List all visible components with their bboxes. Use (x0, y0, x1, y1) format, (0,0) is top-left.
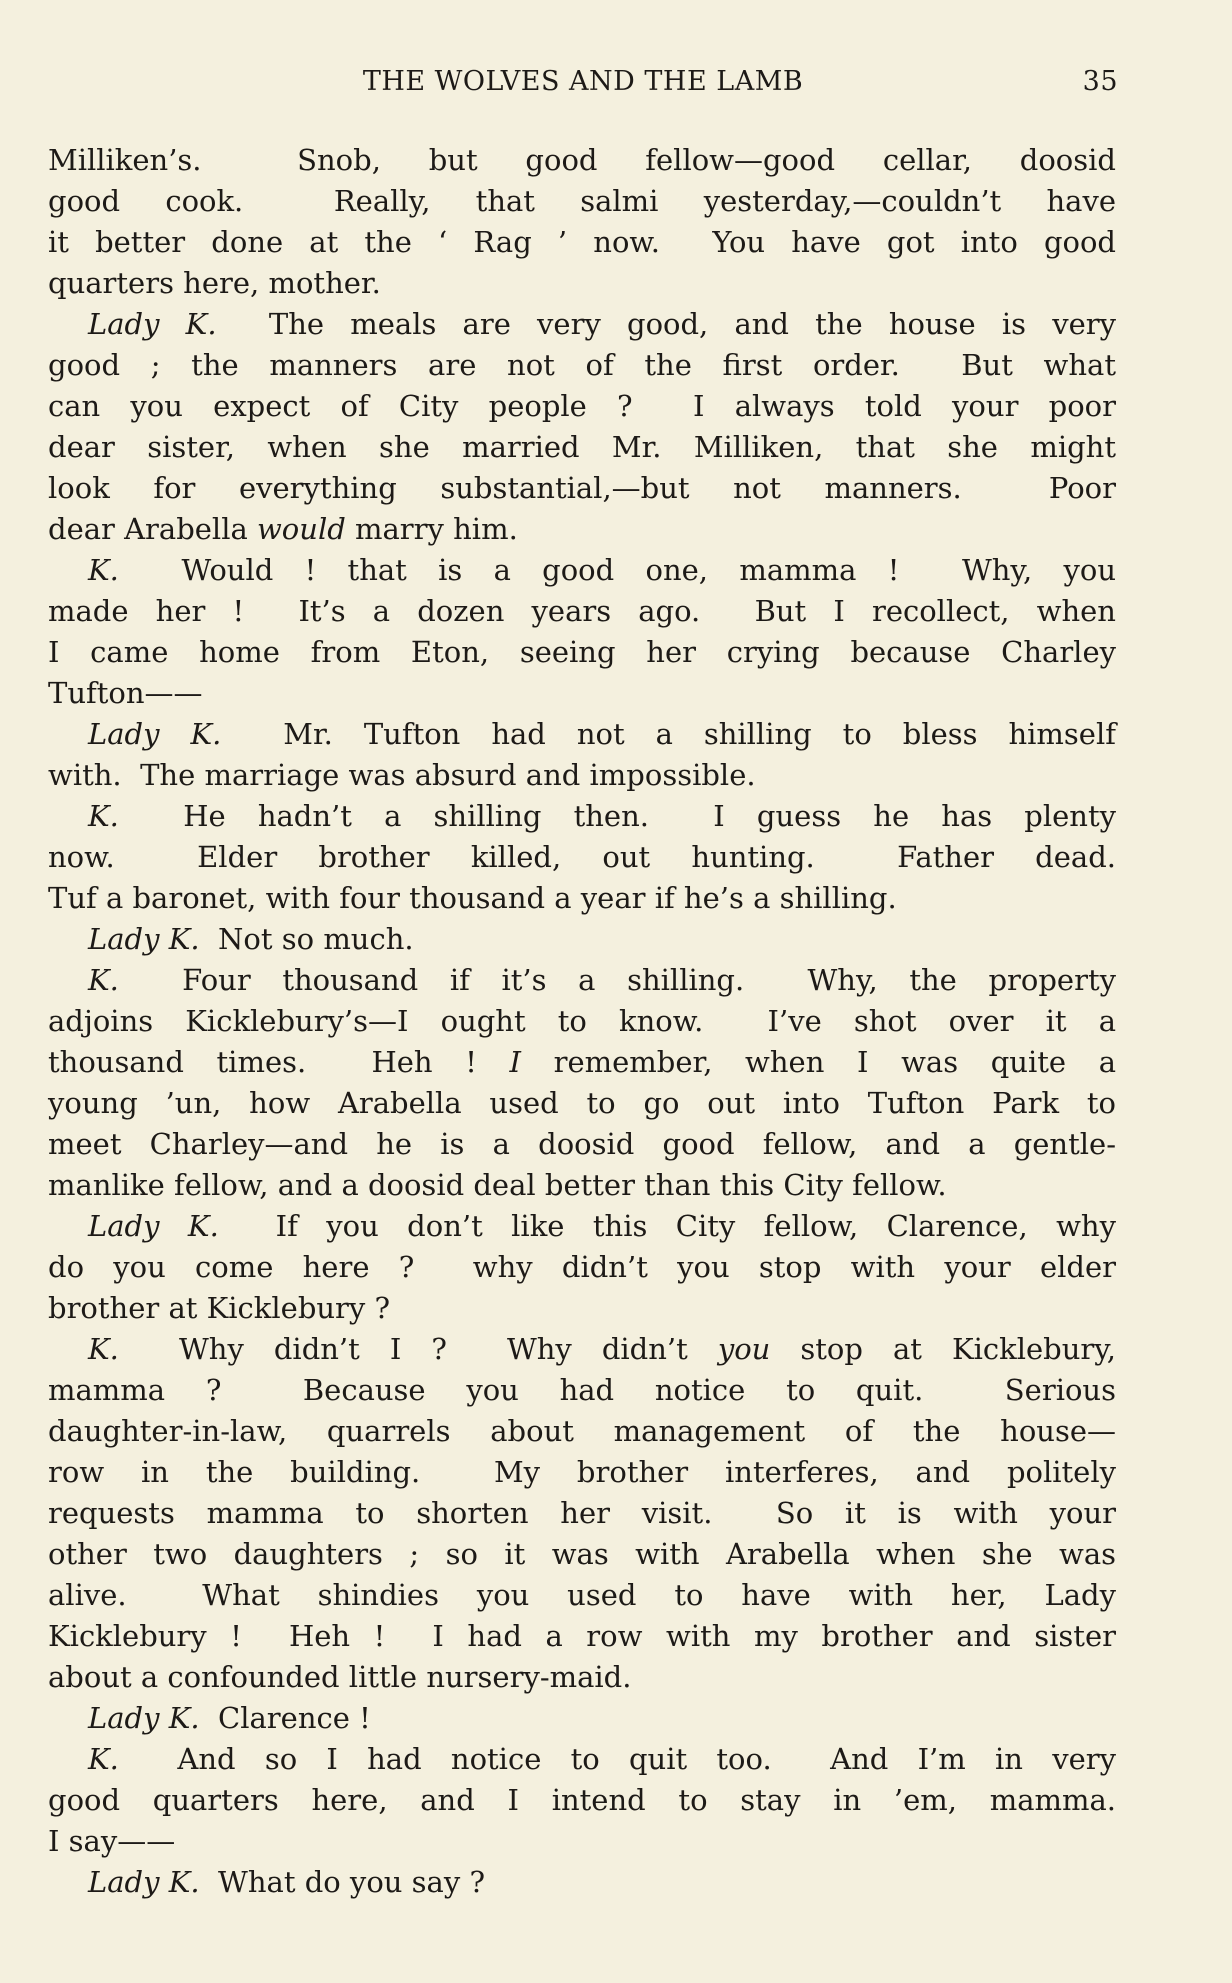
line-text: with. The marriage was absurd and impossible. (48, 758, 756, 792)
text-line (48, 1780, 1116, 1821)
page-body-text (48, 140, 1116, 1903)
line-text: Tufton—— (48, 676, 203, 710)
line-text: And so I had notice to quit too. And I’m in very (118, 1742, 1116, 1776)
line-text: daughter-in-law, quarrels about management of the house— (48, 1414, 1116, 1448)
text-line (48, 1616, 1116, 1657)
line-text: dear sister, when she married Mr. Milliken, that she might (48, 430, 1116, 464)
speaker-name: Lady K. (88, 922, 200, 956)
text-line (48, 591, 1116, 632)
text-line (48, 509, 1116, 550)
running-title: THE WOLVES AND THE LAMB (362, 66, 804, 97)
text-line (48, 222, 1116, 263)
running-header (48, 66, 1118, 106)
line-text-continued: marry him. (345, 512, 518, 546)
line-text: alive. What shindies you used to have with her, Lady (48, 1578, 1116, 1612)
line-text: good quarters here, and I intend to stay in ’em, mamma. (48, 1783, 1116, 1817)
line-text: Four thousand if it’s a shilling. Why, the property (118, 963, 1116, 997)
speech-line (48, 1862, 1116, 1903)
line-text: requests mamma to shorten her visit. So it is with your (48, 1496, 1116, 1530)
line-text: quarters here, mother. (48, 266, 381, 300)
line-text: other two daughters ; so it was with Arabella when she was (48, 1537, 1116, 1571)
line-text: brother at Kicklebury ? (48, 1291, 391, 1325)
text-line (48, 1411, 1116, 1452)
speech-line (48, 796, 1116, 837)
text-line (48, 755, 1116, 796)
speech-line (48, 960, 1116, 1001)
text-line (48, 673, 1116, 714)
speech-line (48, 550, 1116, 591)
text-line (48, 1370, 1116, 1411)
text-line (48, 1247, 1116, 1288)
line-text: Clarence ! (199, 1701, 371, 1735)
line-text: dear Arabella (48, 512, 257, 546)
line-text: row in the building. My brother interferes, and politely (48, 1455, 1116, 1489)
text-line (48, 1575, 1116, 1616)
text-line (48, 1083, 1116, 1124)
speaker-name: Lady K. (88, 1209, 219, 1243)
line-text: good ; the manners are not of the first order. But what (48, 348, 1116, 382)
speech-line (48, 1329, 1116, 1370)
text-line (48, 386, 1116, 427)
speech-line (48, 919, 1116, 960)
line-text-continued: remember, when I was quite a (520, 1045, 1116, 1079)
text-line (48, 1165, 1116, 1206)
speech-line (48, 304, 1116, 345)
speaker-name: Lady K. (88, 1701, 200, 1735)
line-text: now. Elder brother killed, out hunting. Father dead. (48, 840, 1116, 874)
text-line (48, 427, 1116, 468)
text-line (48, 345, 1116, 386)
speaker-name: K. (88, 799, 119, 833)
speech-line (48, 1739, 1116, 1780)
text-line (48, 140, 1116, 181)
text-line (48, 1821, 1116, 1862)
text-line (48, 1124, 1116, 1165)
text-line (48, 1534, 1116, 1575)
line-text: He hadn’t a shilling then. I guess he has plenty (118, 799, 1116, 833)
line-text: about a confounded little nursery-maid. (48, 1660, 632, 1694)
line-text: look for everything substantial,—but not manners. Poor (48, 471, 1116, 505)
line-text: I came home from Eton, seeing her crying because Charley (48, 635, 1116, 669)
text-line (48, 181, 1116, 222)
text-line (48, 878, 1116, 919)
text-line (48, 1288, 1116, 1329)
line-text: mamma ? Because you had notice to quit. Serious (48, 1373, 1116, 1407)
line-text: The meals are very good, and the house is very (216, 307, 1116, 341)
speaker-name: Lady K. (88, 1865, 200, 1899)
text-line (48, 1452, 1116, 1493)
line-text: Milliken’s. Snob, but good fellow—good cellar, doosid (48, 143, 1116, 177)
line-text: young ’un, how Arabella used to go out into Tufton Park to (48, 1086, 1116, 1120)
line-text: I say—— (48, 1824, 176, 1858)
text-line (48, 1657, 1116, 1698)
text-line (48, 632, 1116, 673)
line-text: manlike fellow, and a doosid deal better than this City fellow. (48, 1168, 947, 1202)
text-line (48, 468, 1116, 509)
speaker-name: K. (88, 963, 119, 997)
line-text: it better done at the ‘ Rag ’ now. You have got into good (48, 225, 1116, 259)
line-text: made her ! It’s a dozen years ago. But I recollect, when (48, 594, 1116, 628)
page-number: 35 (1082, 66, 1118, 97)
speaker-name: K. (88, 1742, 119, 1776)
speaker-name: K. (88, 553, 119, 587)
line-text: What do you say ? (199, 1865, 485, 1899)
line-text: Tuf a baronet, with four thousand a year if he’s a shilling. (48, 881, 897, 915)
line-text: Mr. Tufton had not a shilling to bless himself (221, 717, 1116, 751)
text-line (48, 1493, 1116, 1534)
line-text: Would ! that is a good one, mamma ! Why, you (118, 553, 1116, 587)
speaker-name: K. (88, 1332, 119, 1366)
line-text: adjoins Kicklebury’s—I ought to know. I’ve shot over it a (48, 1004, 1116, 1038)
speech-line (48, 714, 1116, 755)
text-line (48, 1001, 1116, 1042)
text-line (48, 837, 1116, 878)
speech-line (48, 1206, 1116, 1247)
speaker-name: Lady K. (88, 307, 217, 341)
line-text-continued: stop at Kicklebury, (770, 1332, 1117, 1366)
speaker-name: Lady K. (88, 717, 222, 751)
line-text: Kicklebury ! Heh ! I had a row with my brother and sister (48, 1619, 1116, 1653)
line-text: thousand times. Heh ! (48, 1045, 510, 1079)
speech-line (48, 1698, 1116, 1739)
italic-emphasis: you (717, 1332, 771, 1366)
line-text: can you expect of City people ? I always told your poor (48, 389, 1116, 423)
line-text: do you come here ? why didn’t you stop with your elder (48, 1250, 1116, 1284)
line-text: meet Charley—and he is a doosid good fellow, and a gentle- (48, 1127, 1116, 1161)
italic-emphasis: I (509, 1045, 521, 1079)
italic-emphasis: would (256, 512, 346, 546)
line-text: Not so much. (199, 922, 414, 956)
line-text: If you don’t like this City fellow, Clarence, why (218, 1209, 1116, 1243)
line-text: good cook. Really, that salmi yesterday,—couldn’t have (48, 184, 1116, 218)
text-line (48, 263, 1116, 304)
line-text: Why didn’t I ? Why didn’t (118, 1332, 718, 1366)
text-line (48, 1042, 1116, 1083)
